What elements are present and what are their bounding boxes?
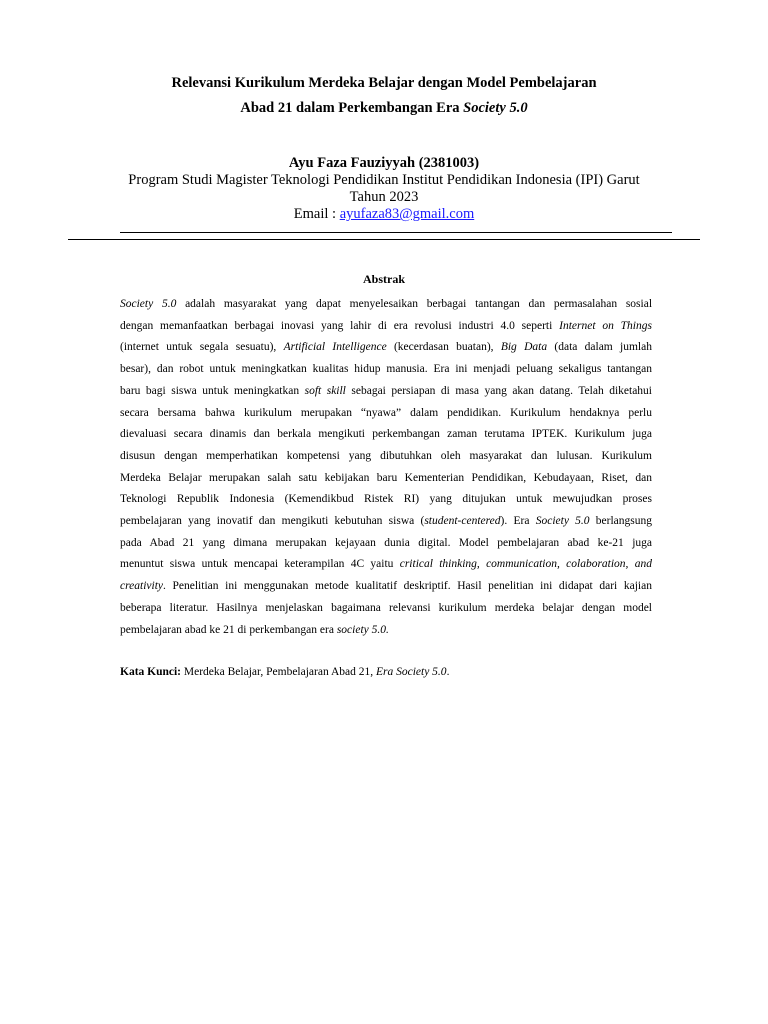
abstract-text: (internet untuk segala sesuatu), <box>120 341 284 354</box>
abstract-line <box>120 576 652 598</box>
paper-title-line-2-text: Abad 21 dalam Perkembangan Era <box>240 100 464 116</box>
abstract-body <box>120 294 652 641</box>
author-name: Ayu Faza Fauziyyah (2381003) <box>288 155 480 171</box>
abstract-italic-term: soft skill <box>304 384 346 397</box>
keywords-text: Merdeka Belajar, Pembelajaran Abad 21, <box>181 666 376 678</box>
keywords-end: . <box>446 666 450 678</box>
abstract-italic-term: creativity <box>120 580 163 593</box>
abstract-text: adalah masyarakat yang dapat menyelesaikan berbagai tantangan dan permasalahan sosial <box>176 298 653 310</box>
abstract-line <box>120 424 652 446</box>
abstract-text: besar), dan robot untuk meningkatkan kualitas hidup manusia. Era ini menjadi peluang sekaligus tantangan <box>120 363 652 376</box>
abstract-text: (kecerdasan buatan), <box>386 341 501 354</box>
abstract-text: (data dalam jumlah <box>547 341 652 354</box>
keywords-italic: Era Society 5.0 <box>375 666 447 678</box>
header-divider-thick <box>68 239 700 240</box>
abstract-italic-term: Society 5.0 <box>120 298 177 310</box>
abstract-line <box>120 468 652 490</box>
abstract-text: sebagai persiapan di masa yang akan datang. Telah diketahui <box>345 384 652 397</box>
abstract-line <box>120 403 652 425</box>
abstract-text: . Penelitian ini menggunakan metode kualitatif deskriptif. Hasil penelitian ini didapat dari kajian <box>163 580 652 593</box>
abstract-italic-term: society 5.0. <box>336 623 389 636</box>
abstract-line <box>120 381 652 403</box>
abstract-line <box>120 554 652 576</box>
abstract-text: pada Abad 21 yang dimana merupakan kejayaan dunia digital. Model pembelajaran abad ke-21 juga <box>120 536 652 549</box>
abstract-italic-term: critical thinking, communication, colaboration, and <box>399 558 652 571</box>
email-label: Email : <box>293 206 340 222</box>
keywords <box>120 664 652 680</box>
paper-title-society-italic: Society 5.0 <box>463 100 528 116</box>
abstract-line <box>120 598 652 620</box>
abstract-text: menuntut siswa untuk mencapai keterampilan 4C yaitu <box>120 558 400 571</box>
email-line <box>0 206 768 223</box>
paper-title-line-1: Relevansi Kurikulum Merdeka Belajar dengan Model Pembelajaran <box>171 75 597 91</box>
paper-title-line-2 <box>0 99 768 117</box>
abstract-italic-term: student-centered <box>424 515 501 528</box>
email-link[interactable]: ayufaza83@gmail.com <box>339 206 475 222</box>
abstract-text: Teknologi Republik Indonesia (Kemendikbud Ristek RI) yang ditujukan untuk mewujudkan proses <box>120 493 652 506</box>
keywords-label: Kata Kunci: <box>120 666 182 678</box>
abstract-text: berlangsung <box>589 515 653 528</box>
abstract-line <box>120 359 652 381</box>
abstract-text: disusun dengan memperhatikan kompetensi yang dibutuhkan oleh masyarakat dan lulusan. Kurikulum <box>120 449 652 462</box>
abstract-italic-term: Artificial Intelligence <box>283 341 387 354</box>
abstract-line <box>120 511 652 533</box>
abstract-italic-term: Big Data <box>500 341 548 354</box>
abstract-line <box>120 294 652 316</box>
abstract-text: dengan memanfaatkan berbagai inovasi yang lahir di era revolusi industri 4.0 seperti <box>120 319 560 332</box>
abstract-text: pembelajaran yang inovatif dan mengikuti kebutuhan siswa ( <box>120 515 425 528</box>
abstract-text: secara bersama bahwa kurikulum merupakan “nyawa” dalam pendidikan. Kurikulum hendaknya perlu <box>120 406 652 419</box>
abstract-text: ). Era <box>500 515 536 528</box>
abstract-line <box>120 533 652 555</box>
abstract-heading: Abstrak <box>362 272 405 286</box>
abstract-line <box>120 446 652 468</box>
abstract-line <box>120 337 652 359</box>
abstract-text: dievaluasi secara dinamis dan berkala mengikuti perkembangan zaman terutama IPTEK. Kurikulum juga <box>120 428 652 441</box>
abstract-italic-term: Internet on Things <box>559 319 652 332</box>
abstract-italic-term: Society 5.0 <box>535 515 590 528</box>
affiliation-year: Tahun 2023 <box>349 189 419 205</box>
abstract-line <box>120 620 652 642</box>
affiliation: Program Studi Magister Teknologi Pendidikan Institut Pendidikan Indonesia (IPI) Garut <box>128 172 640 188</box>
abstract-text: baru bagi siswa untuk meningkatkan <box>120 384 305 397</box>
abstract-text: beberapa literatur. Hasilnya menjelaskan bagaimana relevansi kurikulum merdeka belajar dengan model <box>120 601 652 614</box>
abstract-line <box>120 316 652 338</box>
abstract-text: Merdeka Belajar merupakan salah satu kebijakan baru Kementerian Pendidikan, Kebudayaan, Riset, dan <box>120 471 652 484</box>
abstract-text: pembelajaran abad ke 21 di perkembangan era <box>120 623 337 636</box>
abstract-line <box>120 489 652 511</box>
header-divider-thin <box>120 232 672 233</box>
